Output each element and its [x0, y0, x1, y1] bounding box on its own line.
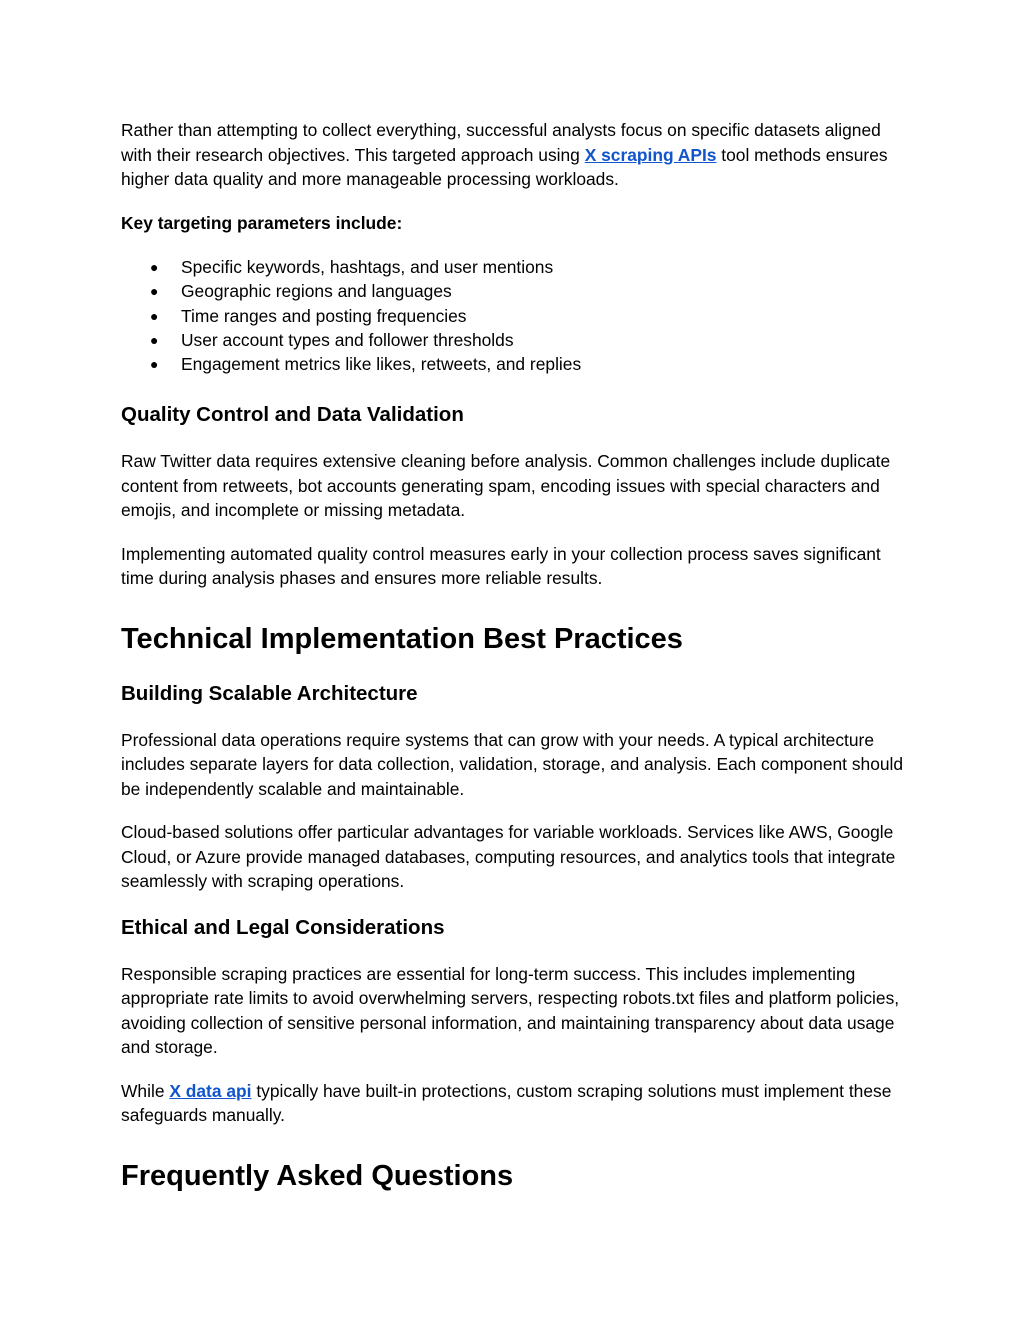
quality-paragraph-2: Implementing automated quality control measures early in your collection process saves significant time during analysis phases and ensures more reliable results.	[121, 543, 881, 589]
list-item	[121, 352, 911, 376]
bullet-icon: ●	[150, 259, 159, 275]
architecture-paragraph-1: Professional data operations require systems that can grow with your needs. A typical architecture includes separate layers for data collection, validation, storage, and analysis. Each component should be independently scalable and maintainable.	[121, 729, 904, 799]
ethics-text-before-link: While	[121, 1080, 170, 1101]
bullet-icon: ●	[150, 307, 159, 324]
list-item-text: Engagement metrics like likes, retweets, and replies	[181, 354, 582, 375]
technical-heading: Technical Implementation Best Practices	[121, 622, 683, 655]
x-data-api-link[interactable]: X data api	[169, 1080, 252, 1101]
list-item	[121, 279, 911, 303]
quality-heading: Quality Control and Data Validation	[121, 403, 464, 427]
list-item-text: User account types and follower thresholds	[181, 329, 514, 350]
list-item	[121, 255, 911, 279]
targeting-label: Key targeting parameters include:	[121, 212, 403, 233]
ethics-paragraph-2	[121, 1079, 911, 1128]
bullet-icon: ●	[150, 283, 159, 300]
architecture-paragraph-2: Cloud-based solutions offer particular advantages for variable workloads. Services like AWS, Google Cloud, or Azure provide managed databases, computing resources, and analytics tools that integrate seamlessly with scraping operations.	[121, 822, 896, 892]
list-item-text: Specific keywords, hashtags, and user mentions	[181, 257, 554, 277]
architecture-heading: Building Scalable Architecture	[121, 681, 418, 705]
quality-paragraph-1: Raw Twitter data requires extensive cleaning before analysis. Common challenges include duplicate content from retweets, bot accounts generating spam, encoding issues with special characters and emojis, and incomplete or missing metadata.	[121, 451, 891, 521]
intro-text-before-link: Rather than attempting to collect everything, successful analysts focus on specific datasets aligned with their research objectives. This targeted approach using	[121, 120, 881, 165]
x-scraping-apis-link[interactable]: X scraping APIs	[584, 144, 717, 165]
list-item	[121, 304, 911, 328]
bullet-icon: ●	[150, 331, 159, 348]
intro-paragraph	[121, 118, 911, 192]
targeting-list	[121, 255, 911, 376]
ethics-text-after-link: typically have built-in protections, custom scraping solutions must implement these safeguards manually.	[121, 1080, 892, 1126]
ethics-heading: Ethical and Legal Considerations	[121, 915, 445, 939]
document-page	[121, 118, 911, 1216]
intro-text-after-link: tool methods ensures higher data quality and more manageable processing workloads.	[121, 144, 888, 189]
bullet-icon: ●	[150, 356, 159, 373]
list-item	[121, 328, 911, 352]
list-item-text: Time ranges and posting frequencies	[181, 305, 467, 326]
faq-heading: Frequently Asked Questions	[121, 1159, 514, 1192]
ethics-paragraph-1: Responsible scraping practices are essential for long-term success. This includes implementing appropriate rate limits to avoid overwhelming servers, respecting robots.txt files and platform policies, avoiding collection of sensitive personal information, and maintaining transparency about data usage and storage.	[121, 963, 900, 1058]
list-item-text: Geographic regions and languages	[181, 281, 452, 302]
